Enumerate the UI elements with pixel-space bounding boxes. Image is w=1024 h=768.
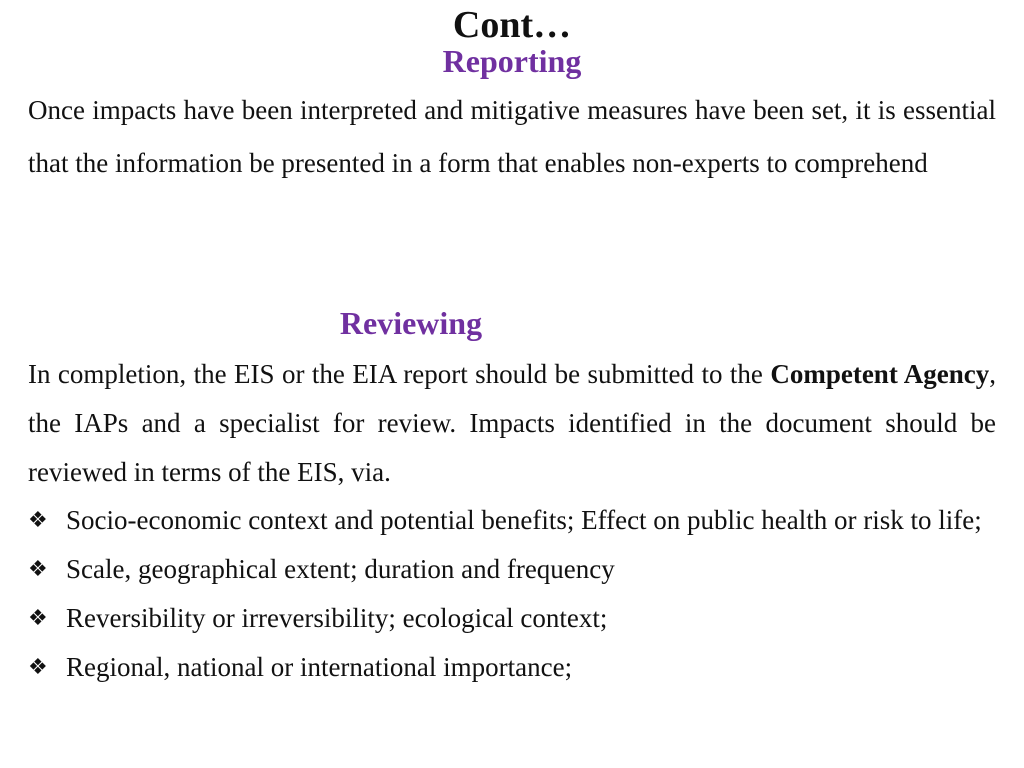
- reporting-heading: Reporting: [442, 43, 582, 79]
- reviewing-paragraph: [28, 350, 996, 497]
- reporting-paragraph: Once impacts have been interpreted and mitigative measures have been set, it is essential that the information be presented in a form that enables non-experts to comprehend: [28, 95, 996, 178]
- list-item: [28, 594, 996, 643]
- list-item-text: Socio-economic context and potential benefits; Effect on public health or risk to life;: [66, 505, 982, 535]
- diamond-flower-bullet-icon: ❖: [28, 557, 48, 582]
- list-item: [28, 643, 996, 692]
- reviewing-intro-text: In completion, the EIS or the EIA report should be submitted to the: [28, 359, 771, 389]
- diamond-flower-bullet-icon: ❖: [28, 508, 48, 533]
- diamond-flower-bullet-icon: ❖: [28, 606, 48, 631]
- list-item-text: Scale, geographical extent; duration and frequency: [66, 554, 615, 584]
- reviewing-heading: Reviewing: [339, 305, 483, 341]
- competent-agency-term: Competent Agency: [770, 359, 990, 389]
- list-item-text: Regional, national or international importance;: [66, 652, 573, 682]
- diamond-flower-bullet-icon: ❖: [28, 655, 48, 680]
- list-item: [28, 496, 996, 545]
- list-item-text: Reversibility or irreversibility; ecological context;: [66, 603, 608, 633]
- review-criteria-list: [28, 496, 996, 692]
- reviewing-intro-continuation: , the IAPs and a specialist for review. Impacts identified in the document should be reviewed in terms of the EIS, via.: [28, 359, 996, 487]
- slide-title: Cont…: [452, 4, 572, 46]
- list-item: [28, 545, 996, 594]
